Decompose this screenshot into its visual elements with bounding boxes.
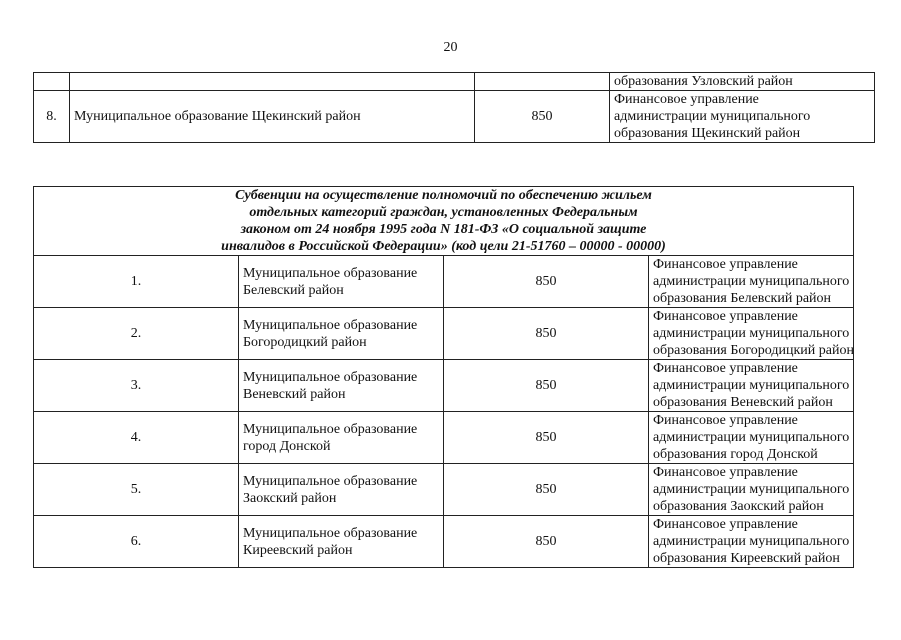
recipient-line: образования Щекинский район [614,126,801,141]
amount-cell [475,73,610,91]
recipient-line: Финансовое управление [614,92,759,107]
amount-cell: 850 [444,516,649,568]
recipient-line: администрации муниципального [614,109,811,124]
title-line: отдельных категорий граждан, установленных Федеральным [249,205,638,220]
table-row [34,91,875,143]
recipient-line: образования Богородицкий район [653,343,854,358]
amount-cell: 850 [444,412,649,464]
recipient-line: Финансовое управление [653,309,798,324]
recipient-line: администрации муниципального [653,534,850,549]
table-row [34,308,854,360]
name-cell: Муниципальное образование Богородицкий район [239,308,444,360]
recipient-cell [649,360,854,412]
recipient-cell [649,308,854,360]
recipient-line: администрации муниципального [653,274,850,289]
recipient-cell [610,91,875,143]
table-header-row [34,187,854,256]
recipient-line: Финансовое управление [653,413,798,428]
amount-cell: 850 [444,308,649,360]
recipient-line: образования Киреевский район [653,551,840,566]
recipient-line: администрации муниципального [653,430,850,445]
name-cell: Муниципальное образование Заокский район [239,464,444,516]
number-cell: 3. [34,360,239,412]
number-cell: 6. [34,516,239,568]
number-cell: 5. [34,464,239,516]
number-cell: 8. [34,91,70,143]
table-title [34,187,854,256]
number-cell: 2. [34,308,239,360]
recipient-cell [649,516,854,568]
number-cell: 4. [34,412,239,464]
name-cell: Муниципальное образование Киреевский район [239,516,444,568]
name-cell: Муниципальное образование Щекинский район [70,91,475,143]
recipient-line: образования город Донской [653,447,818,462]
table-row [34,360,854,412]
table-row [34,464,854,516]
number-cell: 1. [34,256,239,308]
recipient-line: образования Белевский район [653,291,832,306]
continuation-table [33,72,875,143]
recipient-line: Финансовое управление [653,361,798,376]
name-cell [70,73,475,91]
recipient-line: образования Заокский район [653,499,824,514]
recipient-line: образования Веневский район [653,395,833,410]
table-row [34,256,854,308]
recipient-cell [649,256,854,308]
recipient-line: администрации муниципального [653,378,850,393]
recipient-line: администрации муниципального [653,482,850,497]
title-line: инвалидов в Российской Федерации» (код цели 21-51760 – 00000 - 00000) [221,239,666,254]
recipient-line: Финансовое управление [653,257,798,272]
recipient-cell [649,412,854,464]
name-cell: Муниципальное образование город Донской [239,412,444,464]
title-line: Субвенции на осуществление полномочий по обеспечению жильем [235,188,652,203]
recipient-line: администрации муниципального [653,326,850,341]
amount-cell: 850 [444,256,649,308]
title-line: законом от 24 ноября 1995 года N 181-ФЗ «О социальной защите [240,222,647,237]
subvention-table [33,186,854,568]
amount-cell: 850 [444,360,649,412]
amount-cell: 850 [444,464,649,516]
number-cell [34,73,70,91]
continuation-row [34,73,875,91]
recipient-cell [649,464,854,516]
recipient-line: Финансовое управление [653,465,798,480]
name-cell: Муниципальное образование Белевский район [239,256,444,308]
table-row [34,516,854,568]
recipient-line: Финансовое управление [653,517,798,532]
name-cell: Муниципальное образование Веневский район [239,360,444,412]
recipient-cell: образования Узловский район [610,73,875,91]
page-number: 20 [443,40,458,55]
table-row [34,412,854,464]
amount-cell: 850 [475,91,610,143]
